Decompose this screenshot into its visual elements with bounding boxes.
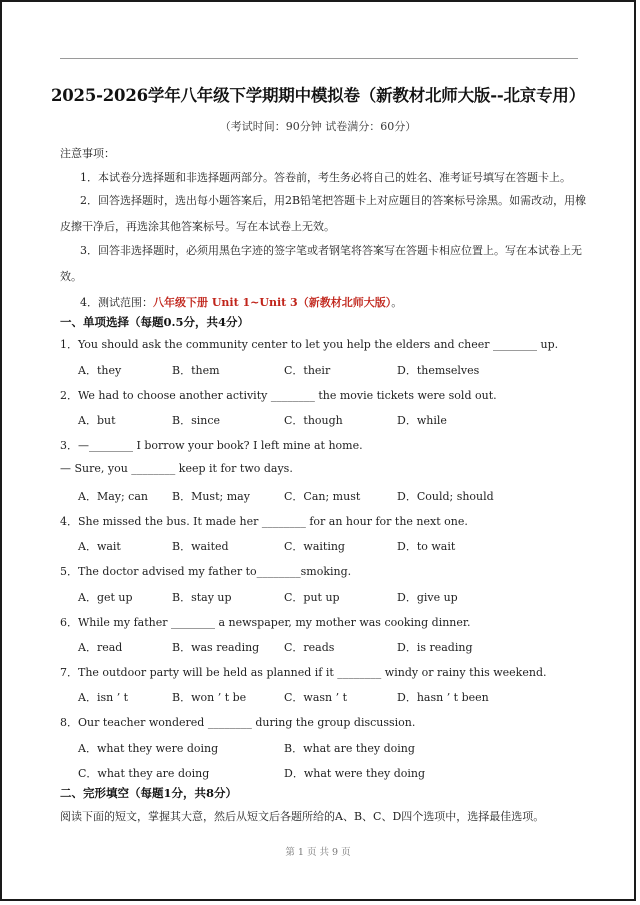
question-7-option-a: A．isn ’ t [78,691,129,704]
note-item-1: 1．本试卷分选择题和非选择题两部分。答卷前，考生务必将自己的姓名、准考证号填写在答题卡上。 [80,171,571,184]
note-item-4-prefix: 4．测试范围： [80,296,153,309]
question-5-option-a: A．get up [78,591,133,604]
question-5-option-c: C．put up [284,591,340,604]
question-6-stem: 6．While my father ________ a newspaper, my mother was cooking dinner. [60,616,471,629]
question-7-option-c: C．wasn ’ t [284,691,348,704]
question-6-option-d: D．is reading [397,641,473,654]
section1-heading: 一、单项选择（每题0.5分，共4分） [60,315,250,329]
question-2-stem: 2．We had to choose another activity ________ the movie tickets were sold out. [60,389,497,402]
question-7-option-d: D．hasn ’ t been [397,691,489,704]
question-7-option-b: B．won ’ t be [172,691,247,704]
exam-title: 2025-2026学年八年级下学期期中模拟卷（新教材北师大版--北京专用） [51,86,585,105]
test-scope: 八年级下册 Unit 1~Unit 3（新教材北师大版） [153,296,392,309]
question-1-stem: 1．You should ask the community center to let you help the elders and cheer ________ up. [60,338,559,351]
question-2-option-a: A．but [78,414,116,427]
question-1-option-b: B．them [172,364,220,377]
question-6-option-b: B．was reading [172,641,260,654]
question-3-option-b: B．Must; may [172,490,250,503]
question-7-stem: 7．The outdoor party will be held as planned if it ________ windy or rainy this weekend. [60,666,547,679]
question-5-option-d: D．give up [397,591,458,604]
question-4-option-d: D．to wait [397,540,456,553]
question-3-option-c: C．Can; must [284,490,361,503]
question-1-option-c: C．their [284,364,331,377]
section2-instruction: 阅读下面的短文，掌握其大意，然后从短文后各题所给的A、B、C、D四个选项中，选择最佳选项。 [60,810,545,823]
note-item-2: 2．回答选择题时，选出每小题答案后，用2B铅笔把答题卡上对应题目的答案标号涂黑。如需改动，用橡皮擦干净后，再选涂其他答案标号。写在本试卷上无效。 [60,194,587,233]
question-6-option-a: A．read [78,641,123,654]
question-8-stem: 8．Our teacher wondered ________ during the group discussion. [60,716,416,729]
question-2-option-b: B．since [172,414,221,427]
question-8-option-a: A．what they were doing [78,742,219,755]
question-3-stem: 3．—________ I borrow your book? I left mine at home. [60,439,363,452]
question-3-option-d: D．Could; should [397,490,494,503]
question-4-option-a: A．wait [78,540,121,553]
header-rule [60,58,578,59]
question-8-option-d: D．what were they doing [284,767,426,780]
question-8-option-b: B．what are they doing [284,742,415,755]
question-1-option-d: D．themselves [397,364,480,377]
note-item-4-end: 。 [391,296,403,309]
question-1-option-a: A．they [78,364,122,377]
question-5-stem: 5．The doctor advised my father to________smoking. [60,565,352,578]
page-number: 第 1 页 共 9 页 [285,847,351,858]
notes-heading: 注意事项： [60,147,115,160]
question-4-stem: 4．She missed the bus. It made her ________ for an hour for the next one. [60,515,468,528]
question-2-option-c: C．though [284,414,343,427]
question-6-option-c: C．reads [284,641,335,654]
question-3-stem-2: — Sure, you ________ keep it for two days. [60,462,293,475]
question-3-option-a: A．May; can [78,490,148,503]
note-item-4 [80,294,402,310]
section2-heading: 二、完形填空（每题1分，共8分） [60,786,238,800]
question-2-option-d: D．while [397,414,447,427]
question-5-option-b: B．stay up [172,591,232,604]
note-item-3: 3．回答非选择题时，必须用黑色字迹的签字笔或者钢笔将答案写在答题卡相应位置上。写在本试卷上无效。 [60,244,582,283]
question-8-option-c: C．what they are doing [78,767,210,780]
question-4-option-c: C．waiting [284,540,345,553]
exam-subtitle: （考试时间：90分钟 试卷满分：60分） [219,120,417,133]
question-4-option-b: B．waited [172,540,229,553]
